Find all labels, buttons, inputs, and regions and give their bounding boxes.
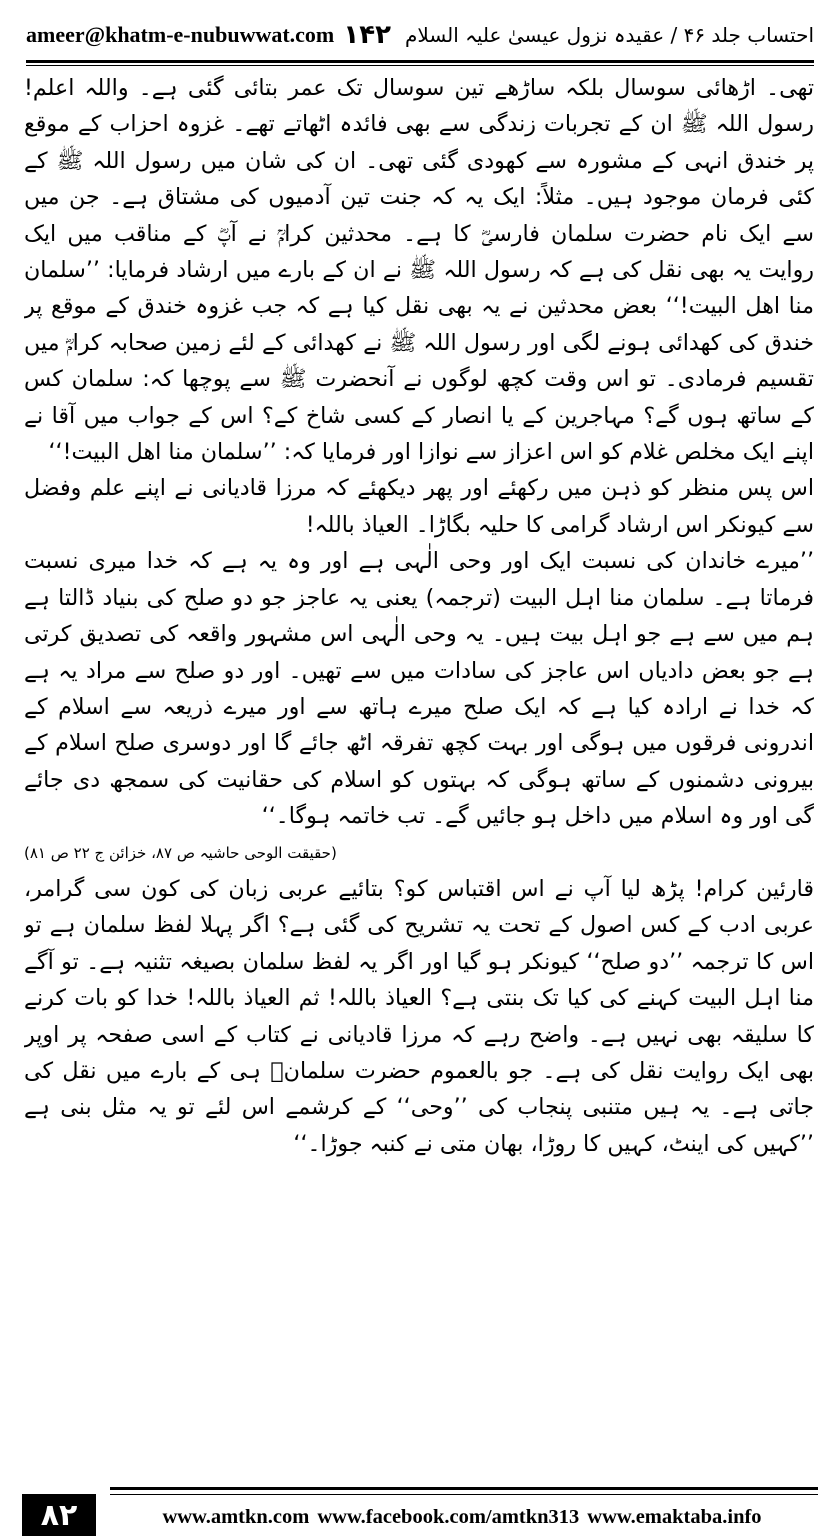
- body-text: [24, 70, 814, 1470]
- citation: (حقیقت الوحی حاشیہ ص ۸۷، خزائن ج ۲۲ ص ۸۱): [24, 843, 337, 862]
- footer-page-number: ۸۲: [22, 1494, 96, 1536]
- paragraph-1: تھی۔ اڑھائی سوسال بلکہ ساڑھے تین سوسال تک عمر بتائی گئی ہے۔ واللہ اعلم! رسول اللہ ﷺ ان کے تجربات زندگی سے بھی فائدہ اٹھاتے تھے۔ غزوہ احزاب کے موقع پر خندق انہی کے مشورہ سے کھودی گئی تھی۔ ان کی شان میں رسول اللہ ﷺ کے کئی فرمان موجود ہیں۔ مثلاً: ایک یہ کہ جنت تین آدمیوں کی مشتاق ہے۔ جن میں سے ایک نام حضرت سلمان فارسیؓ کا ہے۔ محدثین کرامؒ نے آپؓ کے مناقب میں ایک روایت یہ بھی نقل کی ہے کہ رسول اللہ ﷺ نے ان کے بارے میں ارشاد فرمایا: ’’سلمان منا اهل البيت!‘‘ بعض محدثین نے یہ بھی نقل کیا ہے کہ جب غزوہ خندق کے موقع پر خندق کی کھدائی ہونے لگی اور رسول اللہ ﷺ نے کھدائی کے لئے زمین صحابہ کرامؓ میں تقسیم فرمادی۔ تو اس وقت کچھ لوگوں نے آنحضرت ﷺ سے پوچھا کہ: سلمان کس کے ساتھ ہوں گے؟ مہاجرین کے یا انصار کے کسی شاخ کے؟ اس کے جواب میں آقا نے اپنے ایک مخلص غلام کو اس اعزاز سے نوازا اور فرمایا کہ: ’’سلمان منا اهل البيت!‘‘: [24, 75, 814, 466]
- header-email: ameer@khatm-e-nubuwwat.com: [26, 22, 335, 47]
- footer-links: [106, 1500, 818, 1534]
- header-page-number: ۱۴۲: [343, 20, 392, 50]
- footer-rule: [110, 1487, 818, 1490]
- footer-link-amtkn[interactable]: www.amtkn.com: [162, 1505, 310, 1528]
- running-title: احتساب جلد ۴۶ / عقیدہ نزول عیسیٰ علیہ السلام: [405, 23, 814, 47]
- footer-link-emaktaba[interactable]: www.emaktaba.info: [587, 1505, 762, 1528]
- quote-paragraph: ’’میرے خاندان کی نسبت ایک اور وحی الٰہی ہے اور وہ یہ ہے کہ خدا میری نسبت فرماتا ہے۔ سلمان منا اہل البیت (ترجمہ) یعنی یہ عاجز جو دو صلح کی بنیاد ڈالتا ہے ہم میں سے ہے جو اہل بیت ہیں۔ یہ وحی الٰہی اس مشہور واقعہ کی تصدیق کرتی ہے جو بعض دادیاں اس عاجز کی سادات میں سے تھیں۔ اور دو صلح سے مراد یہ ہے کہ خدا نے ارادہ کیا ہے کہ ایک صلح میرے ہاتھ سے اور میرے ذریعہ سے اسلام کے اندرونی فرقوں میں ہوگی اور بہت کچھ تفرقہ اٹھ جائے گا اور دوسری صلح اسلام کے بیرونی دشمنوں کے ساتھ ہوگی کہ بہتوں کو اسلام کی حقانیت کی سمجھ دی جائے گی اور وہ اسلام میں داخل ہو جائیں گے۔ تب خاتمہ ہوگا۔‘‘: [24, 548, 814, 830]
- page-header: [26, 12, 814, 58]
- header-right: [343, 20, 814, 50]
- paragraph-2: اس پس منظر کو ذہن میں رکھئے اور پھر دیکھئے کہ مرزا قادیانی نے اپنے علم وفضل سے کیونکر اس ارشاد گرامی کا حلیہ بگاڑا۔ العیاذ باللہ!: [24, 475, 814, 538]
- paragraph-4: قارئین کرام! پڑھ لیا آپ نے اس اقتباس کو؟ بتائیے عربی زبان کی کون سی گرامر، عربی ادب کے کس اصول کے تحت یہ تشریح کی گئی ہے؟ اگر پہلا لفظ سلمان ہے تو اس کا ترجمہ ’’دو صلح‘‘ کیونکر ہو گیا اور اگر یہ لفظ سلمان بصیغہ تثنیہ ہے۔ تو آگے منا اہل البیت کہنے کی کیا تک بنتی ہے؟ العیاذ باللہ! ثم العیاذ باللہ! خدا کو بات کرنے کا سلیقہ بھی نہیں ہے۔ واضح رہے کہ مرزا قادیانی نے کتاب کے اسی صفحہ پر اوپر بھی ایک روایت نقل کی ہے۔ جو بالعموم حضرت سلمانؓ ہی کے بارے میں نقل کی جاتی ہے۔ یہ ہیں متنبی پنجاب کی ’’وحی‘‘ کے کرشمے اس لئے تو یہ مثل بنی ہے ’’کہیں کی اینٹ، کہیں کا روڑا، بھان متی نے کنبہ جوڑا۔‘‘: [24, 875, 814, 1157]
- header-rule: [26, 60, 814, 66]
- footer-rule-thin: [110, 1494, 818, 1495]
- footer-link-facebook[interactable]: www.facebook.com/amtkn313: [317, 1505, 580, 1528]
- citation-line: [24, 835, 814, 871]
